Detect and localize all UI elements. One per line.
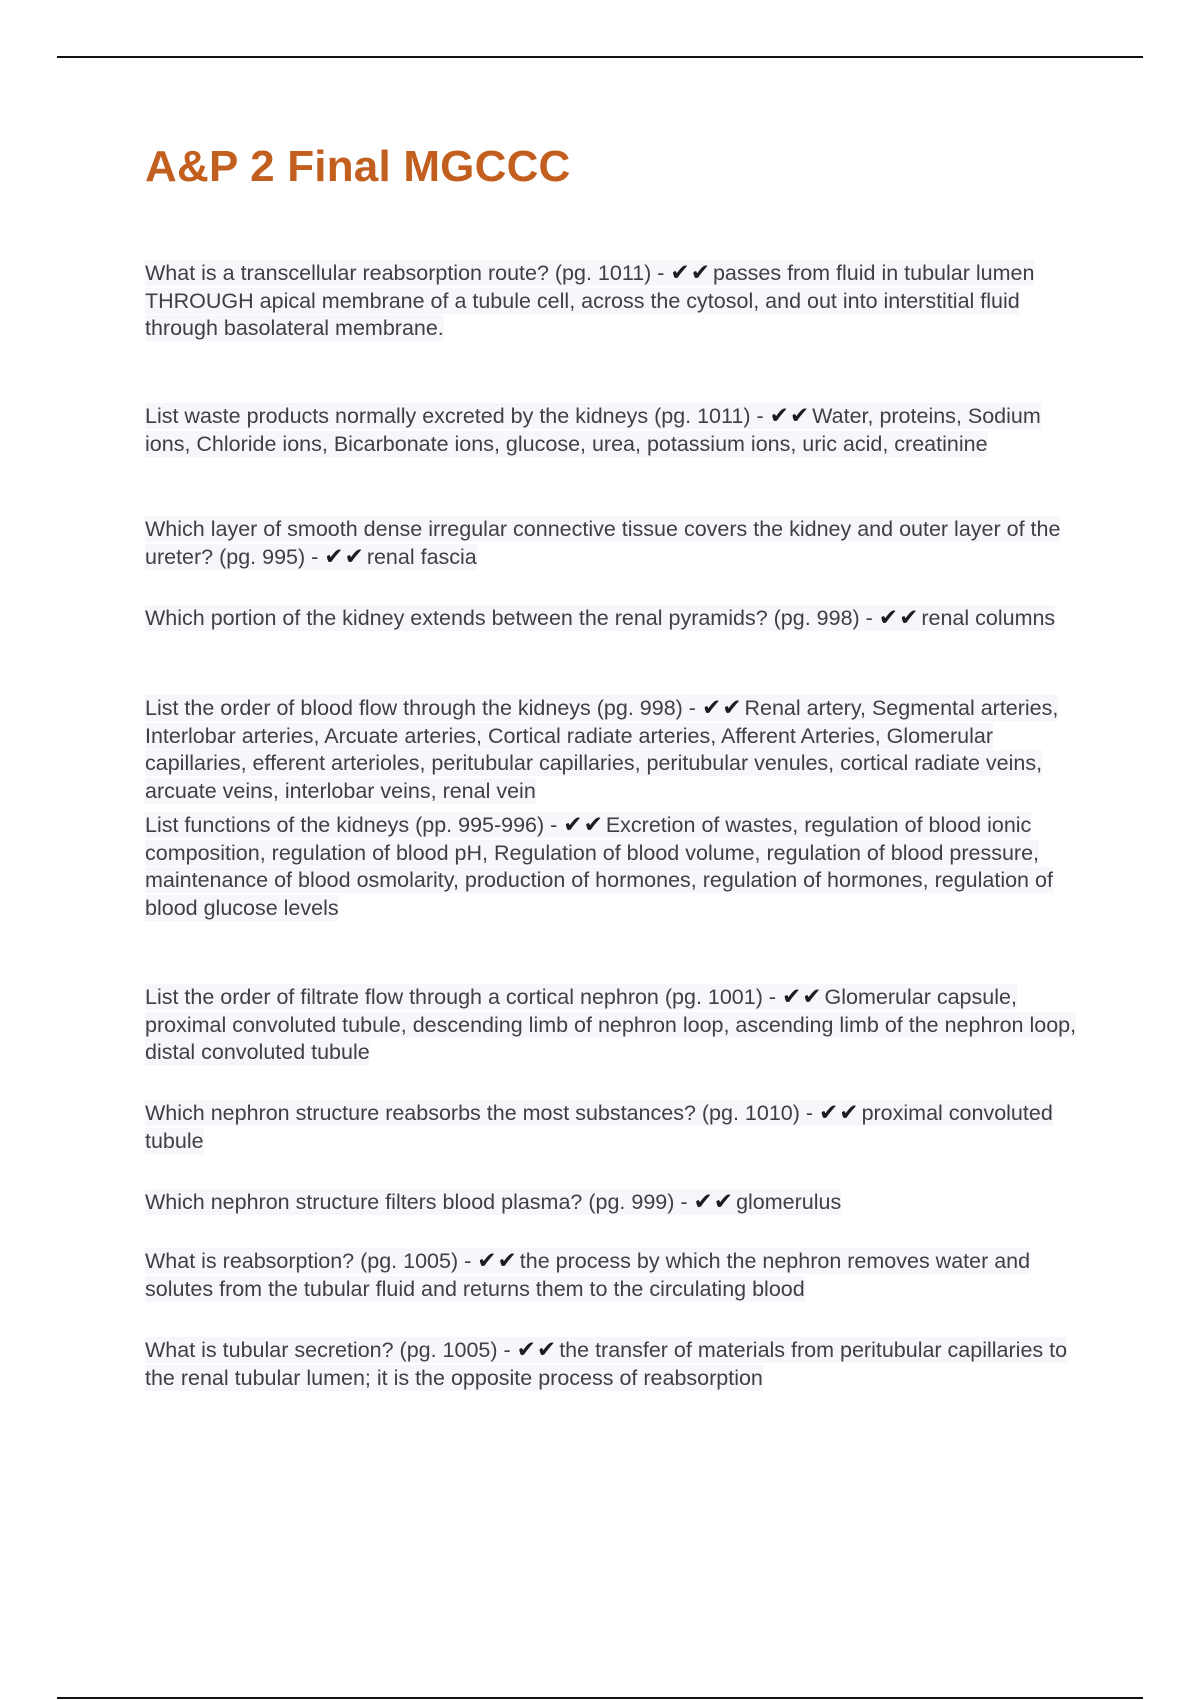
answer-text: Glomerular capsule, proximal convoluted tubule, descending limb of nephron loop, ascending limb of the nephron loop, distal convoluted tubule [145, 985, 1077, 1064]
double-check-icon: ✔✔ [693, 1189, 735, 1215]
question-text: Which portion of the kidney extends between the renal pyramids? (pg. 998) - [145, 606, 879, 630]
question-text: List functions of the kidneys (pp. 995-996) - [145, 813, 564, 837]
double-check-icon: ✔✔ [563, 812, 604, 838]
question-text: List the order of blood flow through the kidneys (pg. 998) - [145, 696, 702, 720]
answer-text: Renal artery, Segmental arteries, Interlobar arteries, Arcuate arteries, Cortical radiate arteries, Afferent Arteries, Glomerular capillaries, efferent arterioles, peritubular capillaries, peritubular venules, cortical radiate veins, arcuate veins, interlobar veins, renal vein [145, 696, 1059, 803]
question-text: Which layer of smooth dense irregular connective tissue covers the kidney and outer layer of the ureter? (pg. 995) - [145, 517, 1061, 569]
double-check-icon: ✔✔ [781, 984, 823, 1010]
question-text: What is a transcellular reabsorption route? (pg. 1011) - [145, 261, 671, 285]
document-title: A&P 2 Final MGCCC [145, 142, 571, 191]
qa-item-7 [145, 984, 1090, 1067]
qa-item-6 [145, 812, 1090, 922]
qa-item-8 [145, 1100, 1090, 1155]
qa-item-10 [145, 1248, 1090, 1303]
double-check-icon: ✔✔ [477, 1248, 518, 1274]
question-text: Which nephron structure reabsorbs the most substances? (pg. 1010) - [145, 1101, 820, 1125]
answer-text: glomerulus [736, 1190, 842, 1214]
qa-item-11 [145, 1337, 1090, 1392]
qa-item-2 [145, 403, 1090, 458]
double-check-icon: ✔✔ [701, 695, 743, 721]
answer-text: proximal convoluted tubule [145, 1101, 1053, 1153]
double-check-icon: ✔✔ [769, 403, 811, 429]
double-check-icon: ✔✔ [670, 260, 711, 286]
qa-item-5 [145, 695, 1090, 805]
answer-text: the transfer of materials from peritubular capillaries to the renal tubular lumen; it is the opposite process of reabsorption [145, 1338, 1068, 1390]
answer-text: renal columns [921, 606, 1056, 630]
answer-text: passes from fluid in tubular lumen THROUGH apical membrane of a tubule cell, across the cytosol, and out into interstitial fluid through basolateral membrane. [145, 261, 1035, 340]
question-text: What is tubular secretion? (pg. 1005) - [145, 1338, 517, 1362]
double-check-icon: ✔✔ [878, 605, 920, 631]
qa-item-1 [145, 260, 1090, 343]
double-check-icon: ✔✔ [819, 1100, 860, 1126]
top-rule [57, 56, 1143, 58]
qa-item-4 [145, 605, 1090, 633]
question-text: List the order of filtrate flow through a cortical nephron (pg. 1001) - [145, 985, 782, 1009]
question-text: What is reabsorption? (pg. 1005) - [145, 1249, 478, 1273]
double-check-icon: ✔✔ [324, 543, 365, 570]
question-text: List waste products normally excreted by the kidneys (pg. 1011) - [145, 404, 770, 428]
qa-item-9 [145, 1189, 1090, 1217]
qa-item-3 [145, 516, 1090, 571]
answer-text: Water, proteins, Sodium ions, Chloride ions, Bicarbonate ions, glucose, urea, potassium ions, uric acid, creatinine [145, 404, 1041, 456]
question-text: Which nephron structure filters blood plasma? (pg. 999) - [145, 1190, 694, 1214]
answer-text: renal fascia [366, 544, 477, 569]
answer-text: the process by which the nephron removes water and solutes from the tubular fluid and returns them to the circulating blood [145, 1249, 1031, 1301]
bottom-rule [57, 1697, 1143, 1699]
double-check-icon: ✔✔ [516, 1337, 558, 1363]
answer-text: Excretion of wastes, regulation of blood ionic composition, regulation of blood pH, Regulation of blood volume, regulation of blood pressure, maintenance of blood osmolarity, production of hormones, regulation of hormones, regulation of blood glucose levels [145, 813, 1053, 920]
